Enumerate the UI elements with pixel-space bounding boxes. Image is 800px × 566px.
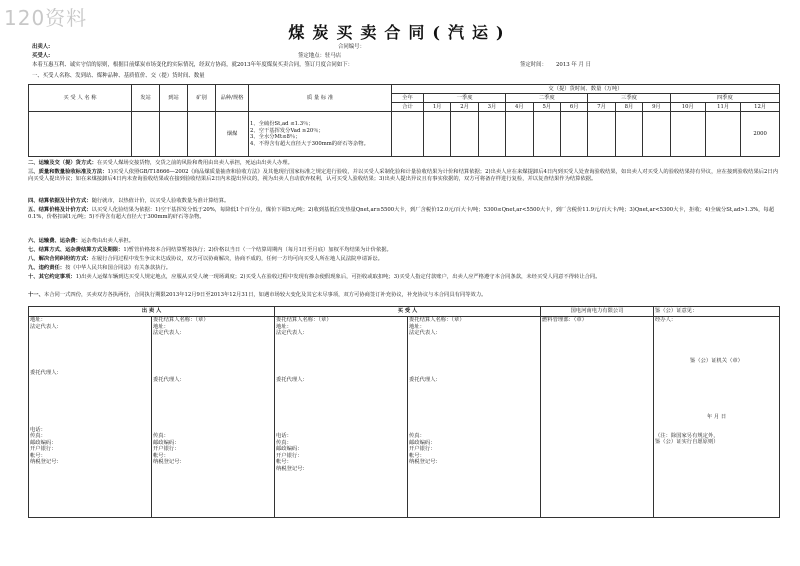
clause-key: 七、结算方式、运杂费结算方式及期限：	[28, 247, 124, 253]
spacer	[30, 377, 150, 427]
watermark: 120资料	[4, 6, 88, 30]
tax-label: 纳税登记号：	[276, 465, 308, 472]
clause-5	[28, 207, 780, 221]
col-month: 4月	[506, 103, 533, 112]
table-cell	[615, 112, 642, 157]
seller-header: 出 卖 人	[29, 307, 275, 317]
december-value: 2000	[741, 112, 780, 157]
col-month: 3月	[478, 103, 505, 112]
clause-key: 二、运输及交（提）货方式：	[28, 160, 97, 166]
note-label-2: 鉴（公）证实行自愿原则）	[655, 439, 719, 445]
col-month: 8月	[615, 103, 642, 112]
table-cell	[188, 112, 216, 157]
bank-label: 开户银行：	[276, 452, 303, 459]
phone-label: 电话：	[276, 433, 292, 439]
legal-rep-label: 法定代表人：	[30, 323, 62, 330]
col-month: 6月	[560, 103, 587, 112]
intro-text: 本着互惠互利、诚实守信的原则，根据目前煤炭市场变化的实际情况，经双方协商，就2013年年度煤炭买卖合同，签订月度合同如下：	[32, 62, 353, 68]
clause-key: 三、质量和数量验收标准及方法：	[28, 169, 108, 175]
agent-label: 委托代理人：	[409, 376, 441, 383]
clause-11	[28, 292, 780, 299]
clause-text: 随行就市，以热值计价，以买受人验收数量为准计算结算。	[91, 198, 230, 204]
page-title: 煤炭买卖合同(汽运)	[288, 23, 512, 42]
handler-label: 经办人：	[655, 317, 677, 323]
table-cell	[643, 112, 670, 157]
sign-place: 签定地点：驻马店	[298, 53, 342, 59]
clause-6	[28, 238, 780, 245]
tax-label: 纳税登记号：	[30, 459, 62, 465]
clause-text: 以买受人化验结果为依据：1)空干基挥发分低于20%，每降低1个百分点，煤价下调5元/吨；2)收到基低位发热量Qnet,ar≥5500大卡，到厂含税价12.0元/百大卡/吨；5300≤Qnet,ar<5500大卡，到厂含税价11.9元/百大卡/吨；3)Qnet,ar<5300大卡，拒收；4)全硫分St,ad>1.3%，每超0.1%，价格扣减1元/吨；5)不得含有超大直径大于300mm的矸石等杂物。	[28, 207, 775, 221]
col-mine: 矿别	[188, 85, 216, 112]
signer-label: 委托结算人名称：（章）	[409, 317, 465, 323]
col-full-year: 全年	[392, 94, 424, 103]
col-total: 合计	[392, 103, 424, 112]
clause-text: 在履行合同过程中发生争议未达成协议，双方可以协商解决，协商不成的，任何一方均可向买受人所在地人民法院申请诉讼。	[91, 256, 383, 262]
clause-text: 1)暂管价格按本合同结算暂按执行；2)价格以当日（一个结算周期内（每月1日至月底）加权平均结果为计价依据。	[123, 247, 392, 253]
contract-no-label: 合同编号：	[338, 44, 365, 50]
table-cell	[506, 112, 533, 157]
postcode-label: 邮政编码：	[409, 439, 436, 446]
clause-key: 十、其它约定事项：	[28, 274, 76, 280]
clause-4	[28, 198, 780, 205]
table-cell	[705, 112, 740, 157]
spacer	[409, 383, 539, 433]
account-label: 帐号：	[409, 452, 425, 459]
col-quality: 质 量 标 准	[249, 85, 392, 112]
clause-key: 四、结算依据及计价方式：	[28, 198, 92, 204]
signer-label: 委托结算人名称：（章）	[153, 317, 209, 323]
clause-key: 九、违约责任：	[28, 265, 66, 271]
col-q3: 三季度	[588, 94, 670, 103]
fax-label: 传真：	[153, 433, 169, 439]
clause-key: 十一、	[28, 292, 44, 298]
col-month: 1月	[423, 103, 450, 112]
col-month: 12月	[741, 103, 780, 112]
col-month: 7月	[588, 103, 615, 112]
delivery-table	[28, 84, 780, 157]
fax-label: 传真：	[409, 433, 425, 439]
col-month: 5月	[533, 103, 560, 112]
clause-10	[28, 274, 780, 281]
col-q2: 二季度	[506, 94, 588, 103]
postcode-label: 邮政编码：	[153, 439, 180, 446]
seller-block-1	[29, 317, 152, 518]
table-cell	[560, 112, 587, 157]
note-label: （注：除国家另有规定外，	[655, 432, 719, 439]
address-label: 地址：	[409, 323, 425, 330]
tax-label: 纳税登记号：	[409, 459, 441, 465]
clause-9	[28, 265, 780, 272]
clause-7	[28, 247, 780, 254]
col-to-station: 到站	[160, 85, 188, 112]
fax-label: 传真：	[30, 433, 46, 439]
clause-text: 本合同一式四份，买卖双方各执两份，合同执行期限2013年12月9日至2013年12月31日，如遇市场较大变化及其它未尽事项，双方可协商签订补充协议，补充协议与本合同具有同等效力。	[43, 292, 487, 298]
col-month: 11月	[705, 103, 740, 112]
table-cell	[588, 112, 615, 157]
third-party-name: 国电河南电力有限公司	[541, 307, 654, 317]
table-cell	[533, 112, 560, 157]
seal-label: 鉴（公）证机关（章）	[690, 357, 743, 364]
address-label: 地址：	[276, 323, 292, 330]
col-buyer-name: 买 受 人 名 称	[29, 85, 132, 112]
table-cell	[29, 112, 132, 157]
seller-label: 出卖人:	[32, 44, 51, 50]
buyer-block-2	[408, 317, 541, 518]
agent-label: 委托代理人：	[276, 376, 308, 383]
spacer	[655, 324, 778, 358]
spacer	[30, 330, 150, 370]
table-cell	[423, 112, 450, 157]
clause-key: 八、解决合同纠纷的方式：	[28, 256, 92, 262]
col-delivery: 交（提）货时间、数量（万吨）	[392, 85, 780, 94]
phone-label: 电话：	[30, 426, 46, 433]
postcode-label: 邮政编码：	[30, 439, 57, 446]
section-1-title: 一、买受人名称、发到站、煤种品种、基质值价、交（提）货时间、数量	[32, 73, 205, 79]
tax-label: 纳税登记号：	[153, 459, 185, 465]
clause-key: 五、结算价格及计价方式：	[28, 207, 92, 213]
col-month: 10月	[670, 103, 705, 112]
account-label: 帐号：	[276, 459, 292, 465]
table-cell	[478, 112, 505, 157]
fuel-manager-label: 燃料管理部：（章）	[542, 317, 588, 323]
sign-time-value: 2013 年 月 日	[556, 62, 592, 68]
clause-8	[28, 256, 780, 263]
spacer	[153, 383, 273, 433]
quality-line: 1、全硫份St,ad ≤1.3％；	[250, 121, 314, 127]
clause-text: 1)买受人依照GB/T18666—2002《商品煤质量抽查和验收方法》及其他现行国家标准之规定进行验收，并以买受人采制化验和计量验收结果为计价和结算依据；2)出卖人应在来煤提卸后4日内到买受人处查询验收结果，如出卖人对买受人的验收结果持有异议，应在接到验收结果后2日内向买受人提出异议；如在来煤接卸后4日内未查询验收结果或在接到验收结果后2日内未提出异议的，视为出卖人自动放弃权利，认可买受人验收结果；3)出卖人提出异议且有事实依据的，双方可将备存样进行复检，并以复查结果作为结算依据。	[28, 169, 779, 183]
col-month: 2月	[451, 103, 478, 112]
clause-2	[28, 160, 780, 167]
col-from-station: 发站	[132, 85, 160, 112]
col-q1: 一季度	[423, 94, 505, 103]
sign-time-label: 签定时间：	[520, 62, 547, 68]
buyer-block-1	[275, 317, 408, 518]
signer-label: 委托结算人名称：（章）	[276, 317, 332, 323]
col-variety: 品种/规格	[216, 85, 249, 112]
col-month: 9月	[643, 103, 670, 112]
clause-3	[28, 169, 780, 183]
spacer	[153, 337, 273, 377]
legal-rep-label: 法定代表人：	[276, 330, 308, 336]
endorse-label: 鉴（公）证意见：	[654, 307, 780, 317]
variety-cell: 烟煤	[216, 112, 249, 157]
fax-label: 传真：	[276, 439, 292, 446]
bank-label: 开户银行：	[30, 446, 57, 452]
buyer-header: 买 受 人	[275, 307, 541, 317]
postcode-label: 邮政编码：	[276, 446, 303, 452]
account-label: 帐号：	[30, 452, 46, 459]
bank-label: 开户银行：	[409, 446, 436, 452]
seller-block-2	[152, 317, 275, 518]
table-cell	[160, 112, 188, 157]
col-q4: 四季度	[670, 94, 779, 103]
table-cell	[132, 112, 160, 157]
agent-label: 委托代理人：	[30, 370, 62, 376]
signature-table	[28, 306, 780, 518]
clause-key: 六、运输费、运杂费：	[28, 238, 81, 244]
quality-line: 2、空干基挥发分Vad ≥20％；	[250, 127, 324, 134]
agent-label: 委托代理人：	[153, 376, 185, 383]
address-label: 地址：	[153, 323, 169, 330]
legal-rep-label: 法定代表人：	[409, 330, 441, 336]
clause-text: 按《中华人民共和国合同法》有关条款执行。	[65, 265, 172, 271]
clause-text: 运杂费由出卖人承担。	[80, 238, 134, 244]
date-label: 年 月 日	[706, 414, 727, 420]
third-party-block	[541, 317, 654, 518]
table-cell	[670, 112, 705, 157]
quality-cell	[249, 112, 392, 157]
clause-text: 在买受人煤场交接货物，交货之前的风险和费用由出卖人承担，死运由出卖人办理。	[96, 160, 293, 166]
spacer	[409, 337, 539, 377]
quality-line: 4、不得含有超大直径大于300mm的矸石等杂物。	[250, 140, 369, 147]
bank-label: 开户银行：	[153, 446, 180, 452]
address-label: 地址：	[30, 317, 46, 323]
spacer	[276, 337, 406, 377]
spacer	[276, 383, 406, 433]
spacer	[655, 421, 778, 433]
endorse-block	[654, 317, 780, 518]
spacer	[655, 364, 778, 414]
table-cell	[392, 112, 424, 157]
account-label: 帐号：	[153, 452, 169, 459]
table-cell	[451, 112, 478, 157]
buyer-label: 买受人:	[32, 53, 51, 59]
quality-line: 3、全水分Mt≤8％；	[250, 134, 301, 140]
clause-text: 1)出卖人运煤车辆到达买受人规定地点，应服从买受人统一现场调度；2)买受人在验收过程中发现有掺杂使假现象后，可拒收或取扣吨；3)买受人指定付款账户，出卖人应严格遵守本合同条款，未经买受人同意不得转让合同。	[75, 274, 601, 280]
legal-rep-label: 法定代表人：	[153, 330, 185, 336]
